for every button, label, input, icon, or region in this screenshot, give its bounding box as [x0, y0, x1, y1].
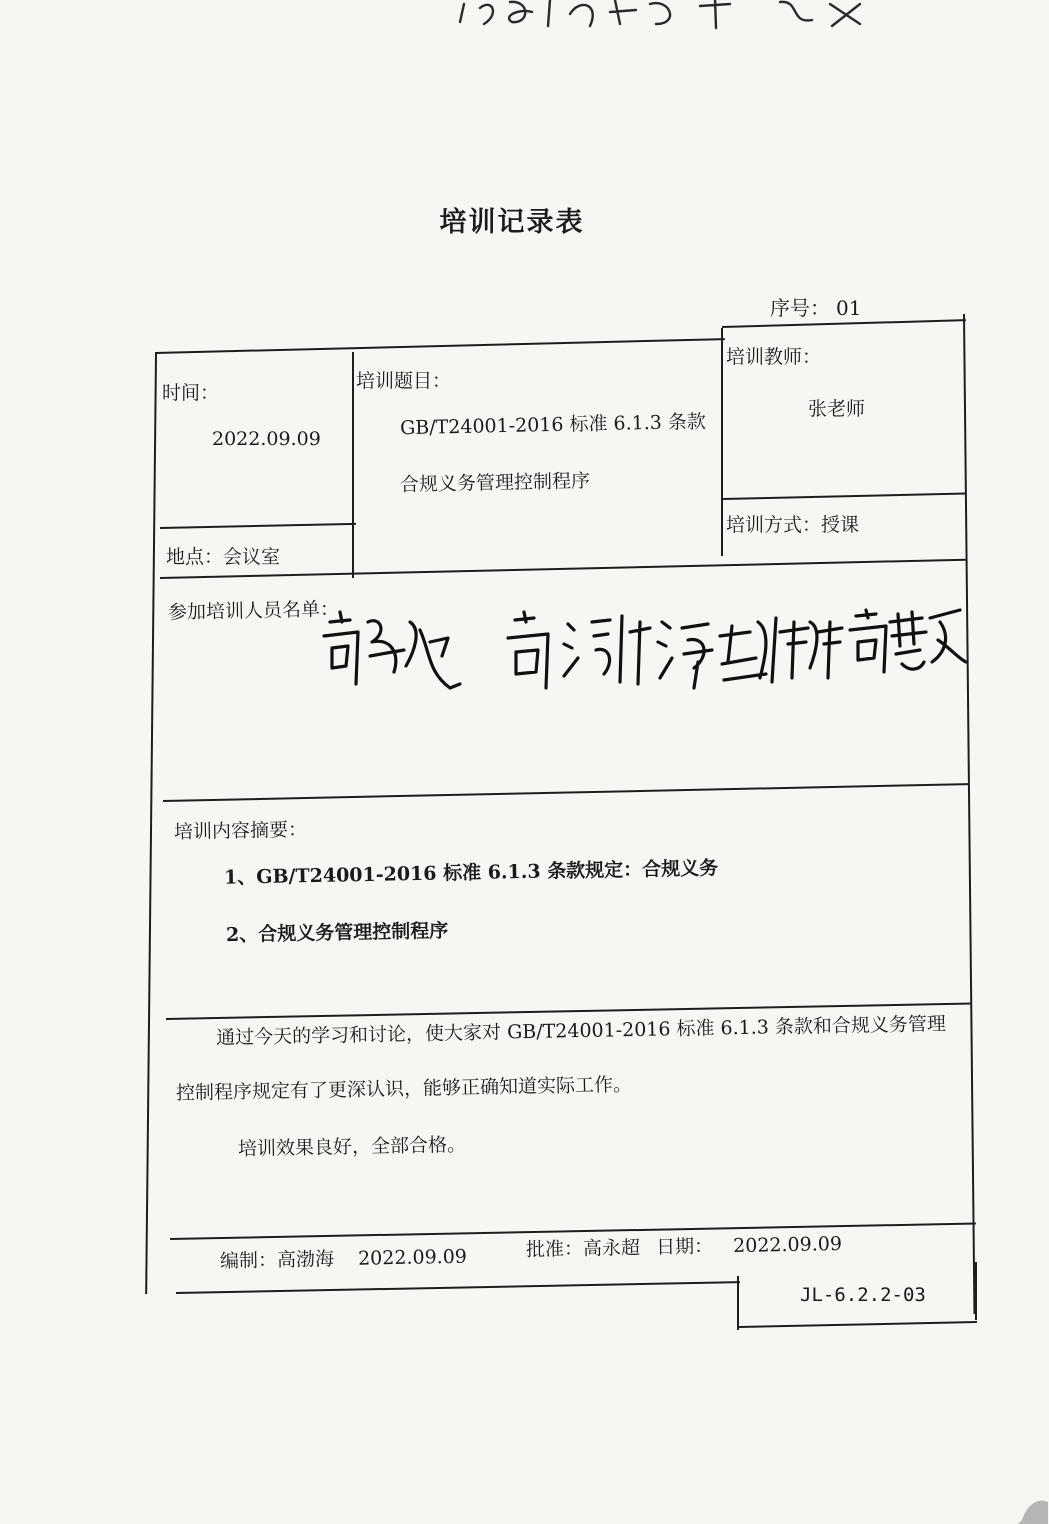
serial-number [770, 292, 861, 321]
document-title: 培训记录表 [439, 207, 585, 238]
divider-header-attendees [160, 559, 966, 579]
approved-name: 高永超 [582, 1236, 641, 1260]
teacher-label: 培训教师： [726, 346, 822, 368]
topic-label: 培训题目： [356, 370, 452, 392]
serial-label: 序号： [770, 296, 830, 320]
time-label: 时间： [162, 382, 220, 404]
location-value: 会议室 [223, 546, 281, 568]
evaluation-line-2: 控制程序规定有了更深认识，能够正确知道实际工作。 [175, 1073, 633, 1105]
approved-label: 批准： [525, 1237, 584, 1262]
top-handwriting-scribble [440, 0, 920, 34]
divider-time-location [160, 523, 356, 529]
teacher-value: 张老师 [808, 398, 866, 420]
table-right-border [963, 314, 975, 1314]
location-label [166, 542, 280, 569]
table-top-border-left [155, 338, 725, 354]
corner-scrap [1018, 1496, 1049, 1524]
method-value: 授课 [821, 514, 860, 536]
summary-label: 培训内容摘要： [173, 818, 308, 844]
prepared-by [220, 1242, 467, 1274]
divider-topic-teacher [721, 328, 723, 556]
prepared-name: 高渤海 [276, 1248, 335, 1272]
training-method [726, 510, 859, 537]
evaluation-line-3: 培训效果良好，全部合格。 [237, 1133, 467, 1161]
location-label-text: 地点： [166, 546, 224, 568]
evaluation-line-1: 通过今天的学习和讨论，使大家对 GB/T24001-2016 标准 6.1.3 条款和合规义务管理 [215, 1012, 947, 1050]
divider-attendees-summary [163, 783, 969, 802]
form-code-box-left [737, 1276, 739, 1330]
summary-item-1: 1、GB/T24001-2016 标准 6.1.3 条款规定：合规义务 [223, 857, 719, 889]
date-label: 日期： [655, 1235, 714, 1259]
prepared-label: 编制： [219, 1249, 278, 1273]
attendee-handwritten-signatures [310, 592, 970, 702]
table-left-border [145, 354, 157, 1294]
summary-item-2: 2、合规义务管理控制程序 [225, 919, 449, 947]
table-bottom-border [176, 1281, 740, 1294]
serial-value: 01 [836, 296, 862, 320]
prepared-date: 2022.09.09 [357, 1245, 468, 1270]
topic-line-1: GB/T24001-2016 标准 6.1.3 条款 [399, 410, 707, 440]
form-code-box-bottom [739, 1321, 977, 1328]
approved-by [526, 1229, 842, 1262]
method-label: 培训方式： [726, 514, 822, 536]
divider-teacher-method [722, 492, 966, 500]
approved-date: 2022.09.09 [732, 1232, 843, 1258]
time-value: 2022.09.09 [212, 428, 321, 450]
attendees-label: 参加培训人员名单： [167, 598, 340, 624]
topic-line-2: 合规义务管理控制程序 [399, 470, 591, 496]
form-code: JL-6.2.2-03 [800, 1284, 926, 1306]
divider-time-topic [352, 352, 354, 578]
form-code-box-right [975, 1262, 977, 1320]
